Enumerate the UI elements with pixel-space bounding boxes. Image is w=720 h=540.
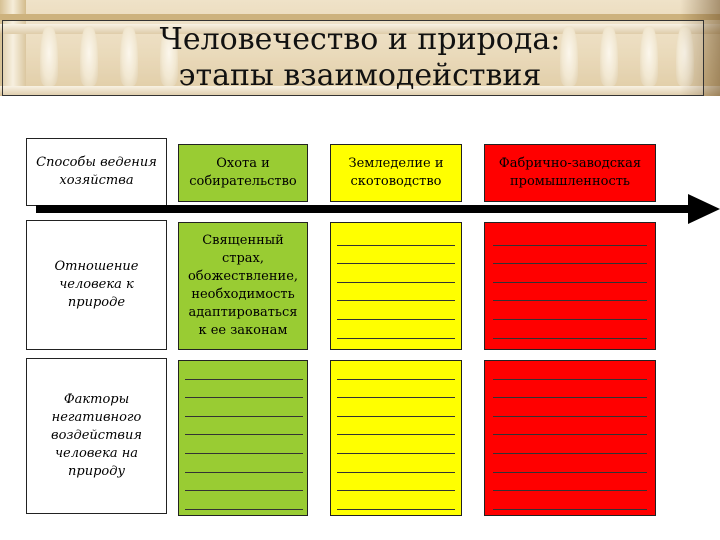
- attitude-hunting-text: Священный страх, обожествление, необходимость адаптироваться к ее законам: [187, 233, 299, 338]
- row-label-factors: [26, 358, 167, 514]
- row-label-factors-text: Факторы негативного воздействия человека на природу: [51, 392, 142, 479]
- title-line-1: Человечество и природа:: [159, 22, 561, 57]
- row-label-attitude: [26, 220, 167, 350]
- stage-farming: [330, 144, 462, 202]
- blank-lines: [185, 361, 303, 510]
- stage-industry-text: Фабрично-заводская промышленность: [498, 156, 642, 189]
- page-title: [0, 22, 720, 94]
- attitude-farming: [330, 222, 462, 350]
- stage-industry: [484, 144, 656, 202]
- timeline-arrow-shaft: [36, 205, 696, 213]
- attitude-industry: [484, 222, 656, 350]
- timeline-arrow-head: [688, 194, 720, 224]
- stage-hunting-text: Охота и собирательство: [189, 156, 297, 189]
- row-label-methods-text: Способы ведения хозяйства: [36, 155, 157, 188]
- stage-farming-text: Земледелие и скотоводство: [348, 156, 444, 189]
- row-label-methods: [26, 138, 167, 206]
- factors-farming: [330, 360, 462, 516]
- title-line-2: этапы взаимодействия: [178, 58, 542, 93]
- blank-lines: [337, 227, 455, 339]
- row-label-attitude-text: Отношение человека к природе: [54, 259, 139, 310]
- factors-industry: [484, 360, 656, 516]
- blank-lines: [493, 227, 647, 339]
- blank-lines: [493, 361, 647, 510]
- factors-hunting: [178, 360, 308, 516]
- stage-hunting: [178, 144, 308, 202]
- attitude-hunting: [178, 222, 308, 350]
- blank-lines: [337, 361, 455, 510]
